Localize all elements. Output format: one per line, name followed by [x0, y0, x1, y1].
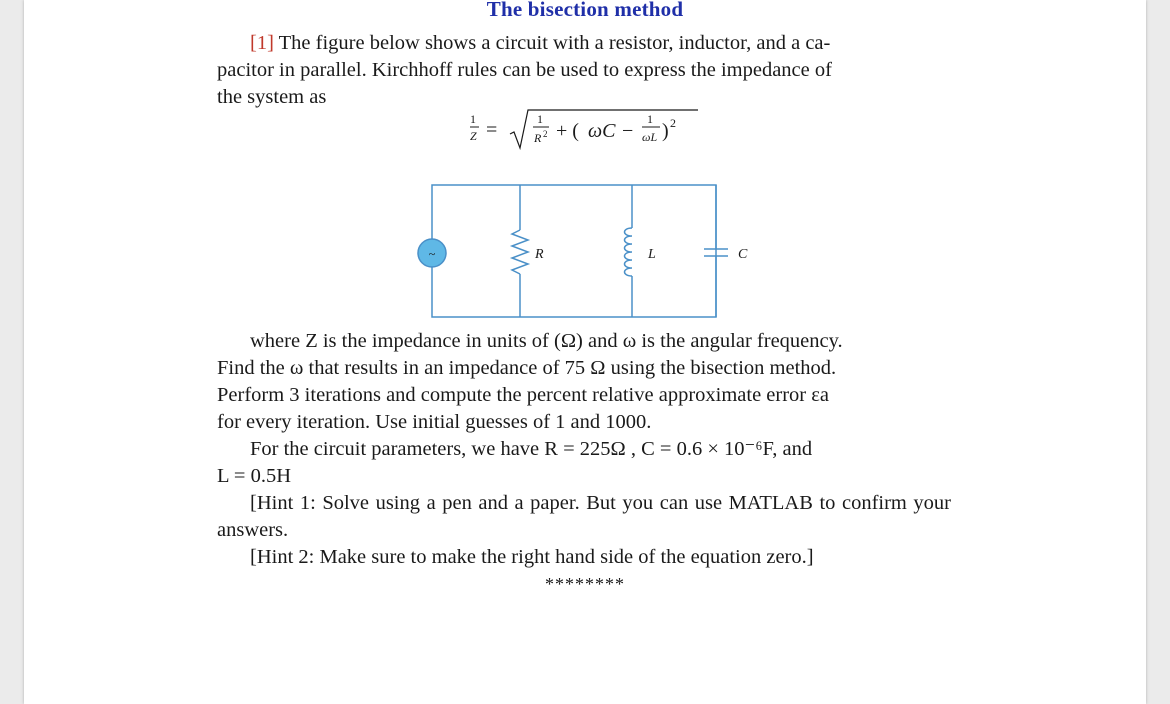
svg-text:R: R [534, 131, 542, 145]
svg-text:1: 1 [537, 112, 543, 126]
capacitor-label: C [738, 247, 748, 262]
intro-line-2: pacitor in parallel. Kirchhoff rules can be used to express the impedance of [217, 59, 832, 81]
resistor-symbol [512, 230, 528, 274]
hint-2: [Hint 2: Make sure to make the right hand side of the equation zero.] [250, 546, 814, 568]
svg-text:2: 2 [670, 116, 676, 130]
resistor-label: R [535, 247, 544, 262]
params-line-2: L = 0.5H [217, 465, 292, 487]
intro-line-3: the system as [217, 86, 327, 108]
body-line-4: for every iteration. Use initial guesses of 1 and 1000. [217, 411, 652, 433]
svg-text:+ (: + ( [556, 120, 579, 142]
body-paragraph [217, 328, 951, 571]
svg-text:2: 2 [543, 129, 548, 139]
problem-number: [1] [250, 32, 274, 54]
params-line-1: For the circuit parameters, we have R = 225Ω , C = 0.6 × 10⁻⁶F, and [250, 438, 813, 460]
svg-text:): ) [662, 120, 669, 142]
inductor-symbol [625, 228, 633, 276]
body-line-2: Find the ω that results in an impedance of 75 Ω using the bisection method. [217, 357, 837, 379]
svg-text:=: = [486, 119, 498, 141]
hint-1: [Hint 1: Solve using a pen and a paper. But you can use MATLAB to confirm your answers. [217, 492, 951, 541]
inductor-label: L [648, 247, 656, 262]
svg-text:ωL: ωL [642, 130, 658, 144]
svg-text:ωC: ωC [588, 120, 616, 142]
svg-text:−: − [622, 120, 634, 142]
circuit-wire-loop [432, 185, 716, 317]
ac-source-glyph: ~ [428, 247, 436, 261]
body-line-1: where Z is the impedance in units of (Ω) and ω is the angular frequency. [250, 330, 843, 352]
svg-text:1: 1 [470, 112, 476, 126]
svg-text:1: 1 [647, 112, 653, 126]
intro-line-1: [1] The figure below shows a circuit with a resistor, inductor, and a ca- [250, 32, 831, 54]
end-stars: ******** [545, 574, 625, 594]
page-title: The bisection method [486, 0, 684, 21]
body-line-3: Perform 3 iterations and compute the percent relative approximate error εa [217, 384, 829, 406]
svg-text:Z: Z [470, 129, 477, 143]
